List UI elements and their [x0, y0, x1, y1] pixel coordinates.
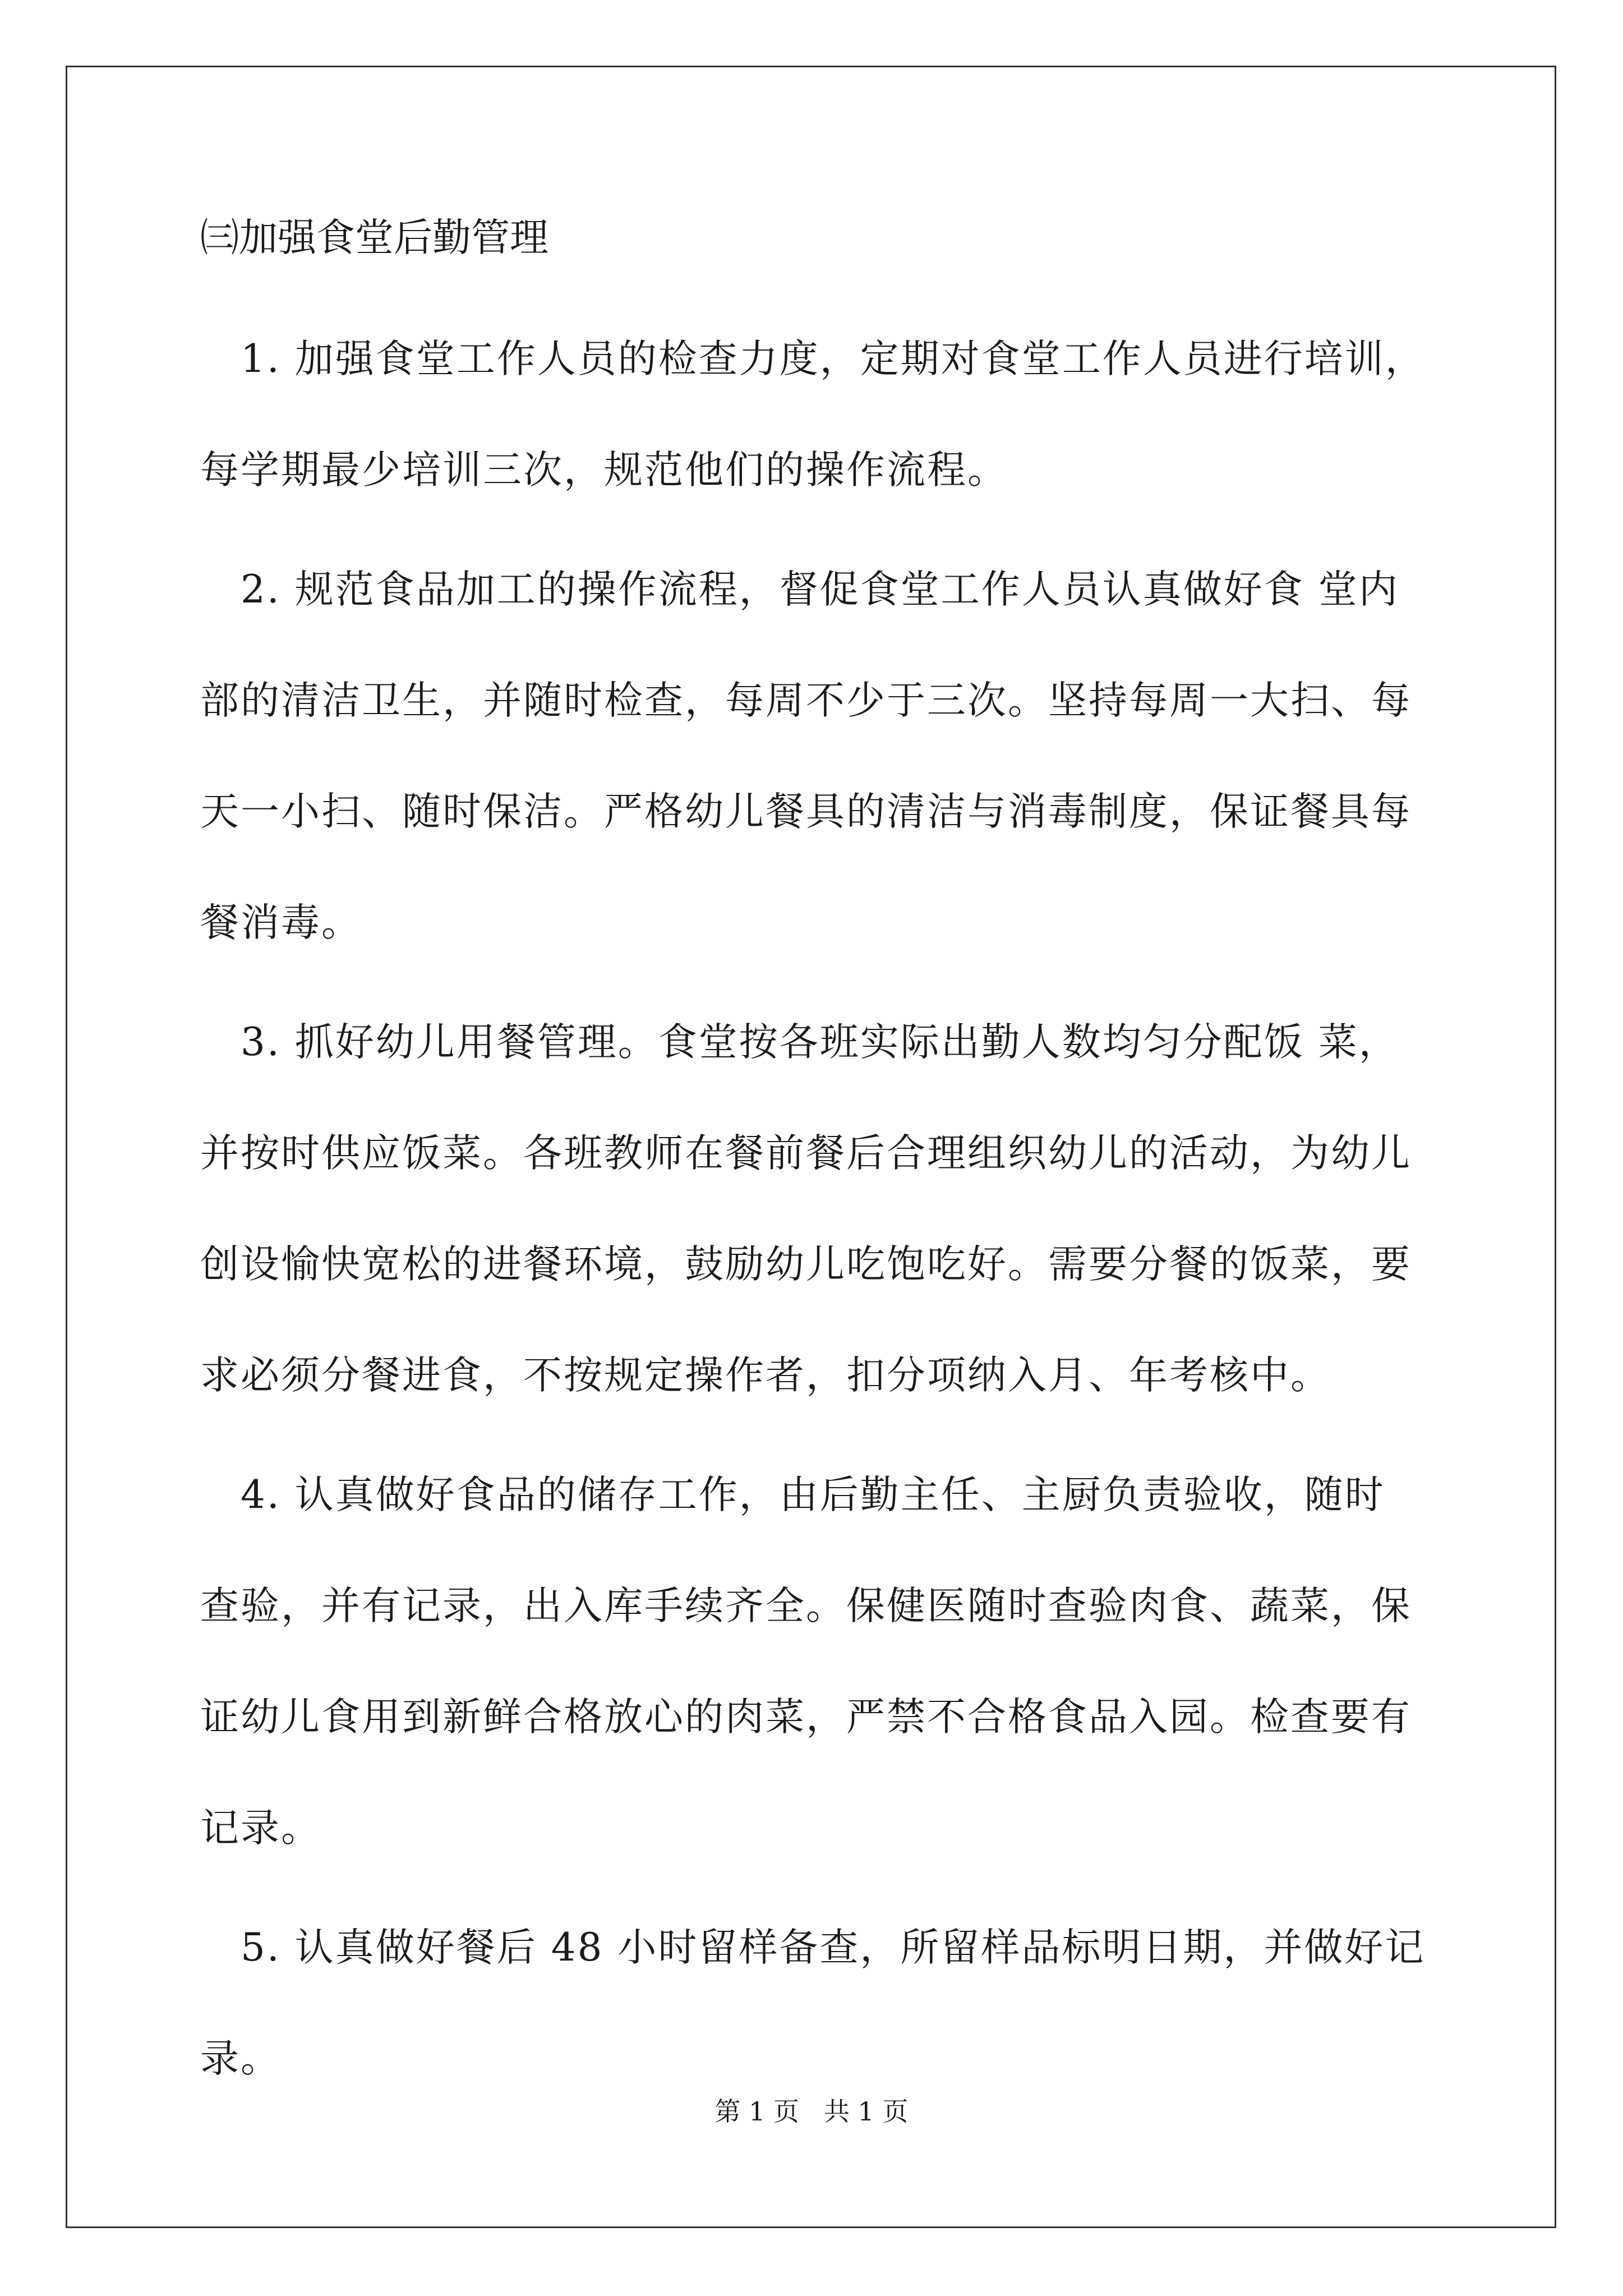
paragraph-line: 天一小扫、随时保洁。严格幼儿餐具的清洁与消毒制度，保证餐具每 [200, 789, 1412, 834]
paragraph-line: 1. 加强食堂工作人员的检查力度，定期对食堂工作人员进行培训， [200, 337, 1426, 381]
paragraph-line: 并按时供应饭菜。各班教师在餐前餐后合理组织幼儿的活动，为幼儿 [200, 1131, 1412, 1176]
paragraph-line: 查验，并有记录，出入库手续齐全。保健医随时查验肉食、蔬菜，保 [200, 1584, 1412, 1628]
paragraph-line: 记录。 [200, 1806, 321, 1851]
paragraph-line: 2. 规范食品加工的操作流程，督促食堂工作人员认真做好食 堂内 [200, 567, 1399, 612]
paragraph-3 [200, 1015, 1434, 1404]
paragraph-line: 餐消毒。 [200, 900, 362, 945]
paragraph-line: 5. 认真做好餐后 48 小时留样备查，所留样品标明日期，并做好记 [200, 1925, 1426, 1970]
paragraph-1 [200, 332, 1434, 498]
paragraph-2 [200, 562, 1434, 951]
paragraph-line: 证幼儿食用到新鲜合格放心的肉菜，严禁不合格食品入园。检查要有 [200, 1695, 1412, 1740]
paragraph-4 [200, 1467, 1434, 1856]
paragraph-line: 求必须分餐进食，不按规定操作者，扣分项纳入月、年考核中。 [200, 1353, 1331, 1398]
document-body [200, 213, 1434, 2151]
paragraph-line: 录。 [200, 2036, 281, 2081]
paragraph-line: 4. 认真做好食品的储存工作，由后勤主任、主厨负责验收，随时 [200, 1473, 1385, 1517]
paragraph-line: 部的清洁卫生，并随时检查，每周不少于三次。坚持每周一大扫、每 [200, 678, 1412, 723]
page-footer [0, 2095, 1623, 2128]
section-heading: ㈢加强食堂后勤管理 [200, 215, 548, 260]
paragraph-5 [200, 1920, 1434, 2087]
page-total: 共 1 页 [824, 2096, 909, 2127]
paragraph-line: 每学期最少培训三次，规范他们的操作流程。 [200, 448, 1008, 493]
paragraph-line: 创设愉快宽松的进餐环境，鼓励幼儿吃饱吃好。需要分餐的饭菜，要 [200, 1242, 1412, 1287]
page-number: 第 1 页 [714, 2096, 799, 2127]
paragraph-line: 3. 抓好幼儿用餐管理。食堂按各班实际出勤人数均匀分配饭 菜， [200, 1020, 1399, 1065]
